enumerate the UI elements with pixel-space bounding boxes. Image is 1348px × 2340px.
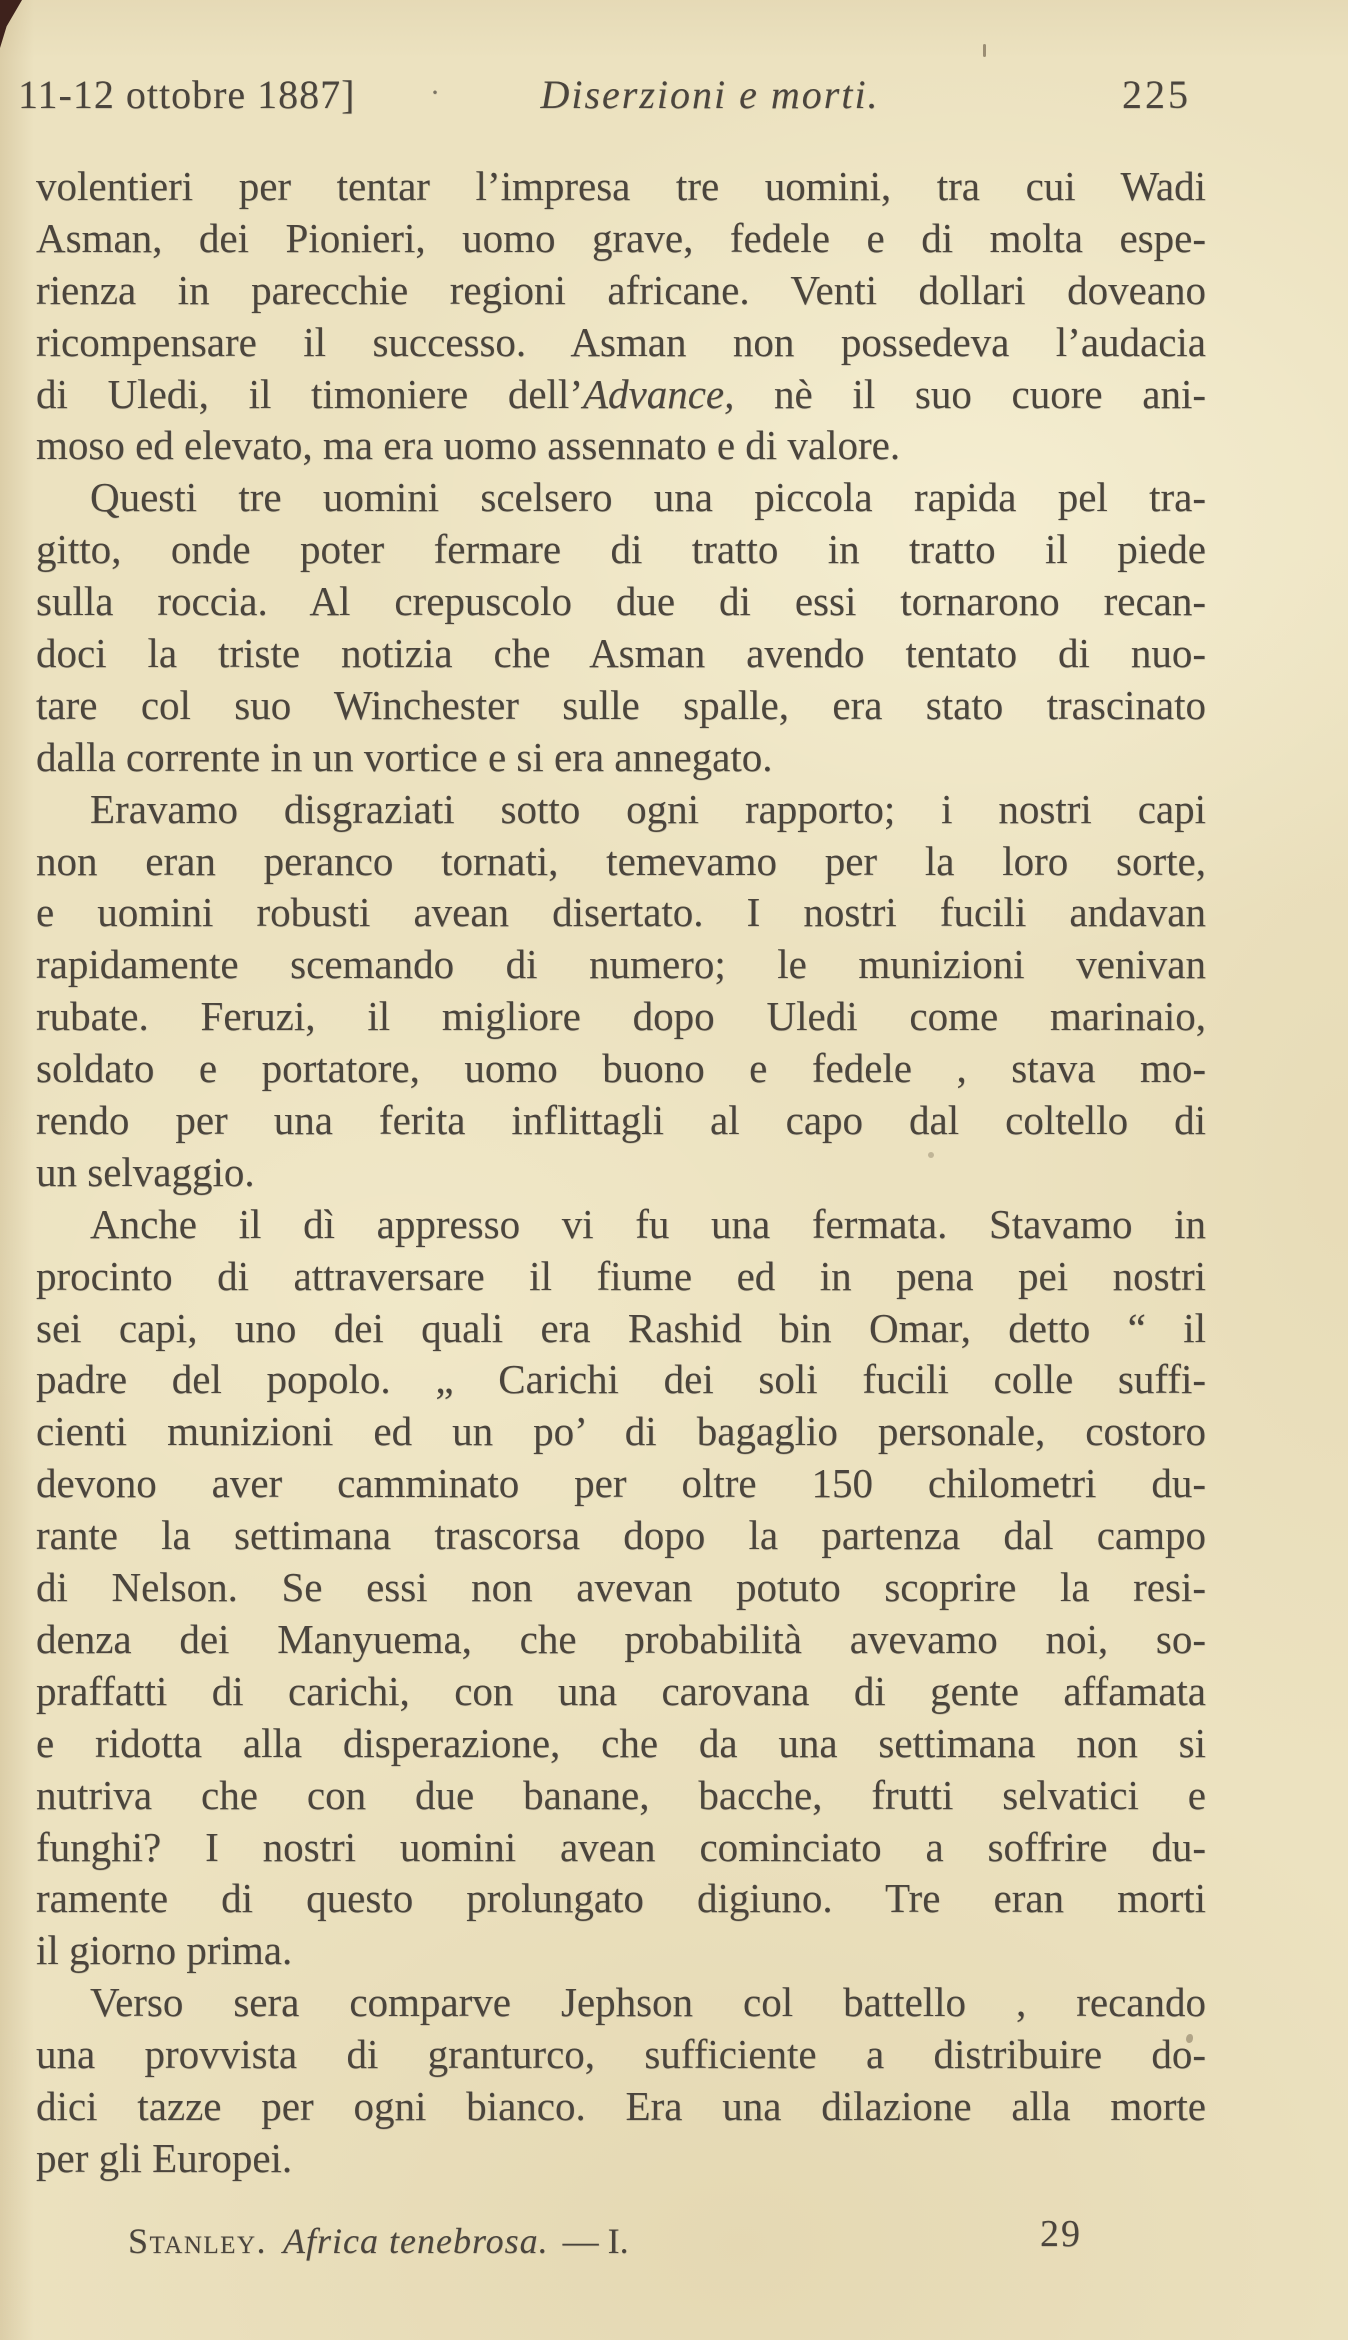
text-segment: moso ed elevato, ma era uomo assennato e di valore. <box>36 422 901 469</box>
text-segment: non eran peranco tornati, temevamo per la loro sorte, <box>36 837 1206 884</box>
scan-speck <box>983 44 986 57</box>
text-line <box>36 1977 1206 2029</box>
text-line <box>36 680 1206 732</box>
text-segment: rapidamente scemando di numero; le munizioni venivan <box>36 941 1206 988</box>
text-line <box>36 1147 1206 1199</box>
text-segment: procinto di attraversare il fiume ed in pena pei nostri <box>36 1252 1206 1299</box>
footer-volume: — I. <box>562 2221 629 2261</box>
text-line <box>36 939 1206 991</box>
text-line <box>36 2081 1206 2133</box>
text-line <box>36 1251 1206 1303</box>
text-line <box>36 161 1206 213</box>
text-segment: rendo per una ferita inflittagli al capo dal coltello di <box>36 1097 1206 1144</box>
text-segment: devono aver camminato per oltre 150 chilometri du- <box>36 1460 1206 1507</box>
text-segment: Verso sera comparve Jephson col battello , recando <box>90 1979 1206 2026</box>
text-line <box>36 524 1206 576</box>
text-line <box>36 628 1206 680</box>
text-segment: cienti munizioni ed un po’ di bagaglio personale, costoro <box>36 1408 1206 1455</box>
text-line <box>36 887 1206 939</box>
scan-corner-artifact <box>0 0 22 48</box>
text-segment: per gli Europei. <box>36 2134 293 2181</box>
footer-author: Stanley. <box>128 2221 267 2261</box>
text-line <box>36 732 1206 784</box>
text-line <box>36 420 1206 472</box>
running-header <box>0 72 1348 122</box>
text-segment: tare col suo Winchester sulle spalle, era stato trascinato <box>36 681 1206 728</box>
text-line <box>36 213 1206 265</box>
text-line <box>36 317 1206 369</box>
text-segment: un selvaggio. <box>36 1148 255 1195</box>
text-line <box>36 1354 1206 1406</box>
text-segment: Anche il dì appresso vi fu una fermata. Stavamo in <box>90 1200 1206 1247</box>
text-segment: nutriva che con due banane, bacche, frutti selvatici e <box>36 1771 1206 1818</box>
text-segment: di Uledi, il timoniere dell’ <box>36 370 583 417</box>
text-line <box>36 1562 1206 1614</box>
text-line <box>36 576 1206 628</box>
text-segment: Eravamo disgraziati sotto ogni rapporto; i nostri capi <box>90 785 1206 832</box>
text-line <box>36 1095 1206 1147</box>
text-line <box>36 2029 1206 2081</box>
text-segment: e ridotta alla disperazione, che da una settimana non si <box>36 1719 1206 1766</box>
text-segment: rienza in parecchie regioni africane. Venti dollari doveano <box>36 266 1206 313</box>
text-segment: e uomini robusti avean disertato. I nostri fucili andavan <box>36 889 1206 936</box>
text-segment: denza dei Manyuema, che probabilità avevamo noi, so- <box>36 1615 1206 1662</box>
text-line <box>36 1199 1206 1251</box>
text-segment: sulla roccia. Al crepuscolo due di essi tornarono recan- <box>36 578 1206 625</box>
text-line <box>36 369 1206 421</box>
text-line <box>36 836 1206 888</box>
text-line <box>36 1510 1206 1562</box>
text-line <box>36 1822 1206 1874</box>
italic-text-segment: Advance, <box>582 370 735 417</box>
text-line <box>36 265 1206 317</box>
header-date: 11-12 ottobre 1887] <box>18 72 356 117</box>
text-line <box>36 1718 1206 1770</box>
text-line <box>36 1458 1206 1510</box>
text-segment: ramente di questo prolungato digiuno. Tre eran morti <box>36 1875 1206 1922</box>
text-line <box>36 1406 1206 1458</box>
text-segment: soldato e portatore, uomo buono e fedele , stava mo- <box>36 1045 1206 1092</box>
text-line <box>36 1303 1206 1355</box>
text-segment: il giorno prima. <box>36 1927 293 1974</box>
scan-speck <box>928 1152 934 1158</box>
text-line <box>36 1614 1206 1666</box>
text-segment: una provvista di granturco, sufficiente a distribuire do- <box>36 2031 1206 2078</box>
text-segment: nè il suo cuore ani- <box>734 370 1206 417</box>
footer-signature-number: 29 <box>1040 2213 1082 2255</box>
text-line <box>36 1925 1206 1977</box>
text-segment: dalla corrente in un vortice e si era annegato. <box>36 733 773 780</box>
header-separator-dot: · <box>430 76 440 109</box>
footer-work: Africa tenebrosa. <box>283 2221 549 2261</box>
text-segment: gitto, onde poter fermare di tratto in tratto il piede <box>36 526 1206 573</box>
header-title: Diserzioni e morti. <box>540 72 880 117</box>
text-segment: di Nelson. Se essi non avevan potuto scoprire la resi- <box>36 1564 1206 1611</box>
text-segment: volentieri per tentar l’impresa tre uomini, tra cui Wadi <box>36 163 1206 209</box>
text-segment: praffatti di carichi, con una carovana di gente affamata <box>36 1667 1206 1714</box>
text-line <box>36 1043 1206 1095</box>
text-segment: Asman, dei Pionieri, uomo grave, fedele e di molta espe- <box>36 214 1206 261</box>
text-segment: rubate. Feruzi, il migliore dopo Uledi come marinaio, <box>36 993 1206 1040</box>
text-segment: funghi? I nostri uomini avean cominciato a soffrire du- <box>36 1823 1206 1870</box>
text-line <box>36 1666 1206 1718</box>
text-segment: ricompensare il successo. Asman non possedeva l’audacia <box>36 318 1206 365</box>
footer-line <box>128 2220 629 2262</box>
text-line <box>36 784 1206 836</box>
text-line <box>36 991 1206 1043</box>
body-text <box>36 161 1206 2185</box>
text-line <box>36 2133 1206 2185</box>
text-line <box>36 472 1206 524</box>
text-line <box>36 1770 1206 1822</box>
text-segment: doci la triste notizia che Asman avendo tentato di nuo- <box>36 630 1206 677</box>
text-segment: rante la settimana trascorsa dopo la partenza dal campo <box>36 1512 1206 1559</box>
text-segment: dici tazze per ogni bianco. Era una dilazione alla morte <box>36 2082 1206 2129</box>
text-segment: padre del popolo. „ Carichi dei soli fucili colle suffi- <box>36 1356 1206 1403</box>
text-segment: sei capi, uno dei quali era Rashid bin Omar, detto “ il <box>36 1304 1206 1351</box>
text-segment: Questi tre uomini scelsero una piccola rapida pel tra- <box>90 474 1206 521</box>
text-line <box>36 1873 1206 1925</box>
header-page-number: 225 <box>1122 72 1191 117</box>
